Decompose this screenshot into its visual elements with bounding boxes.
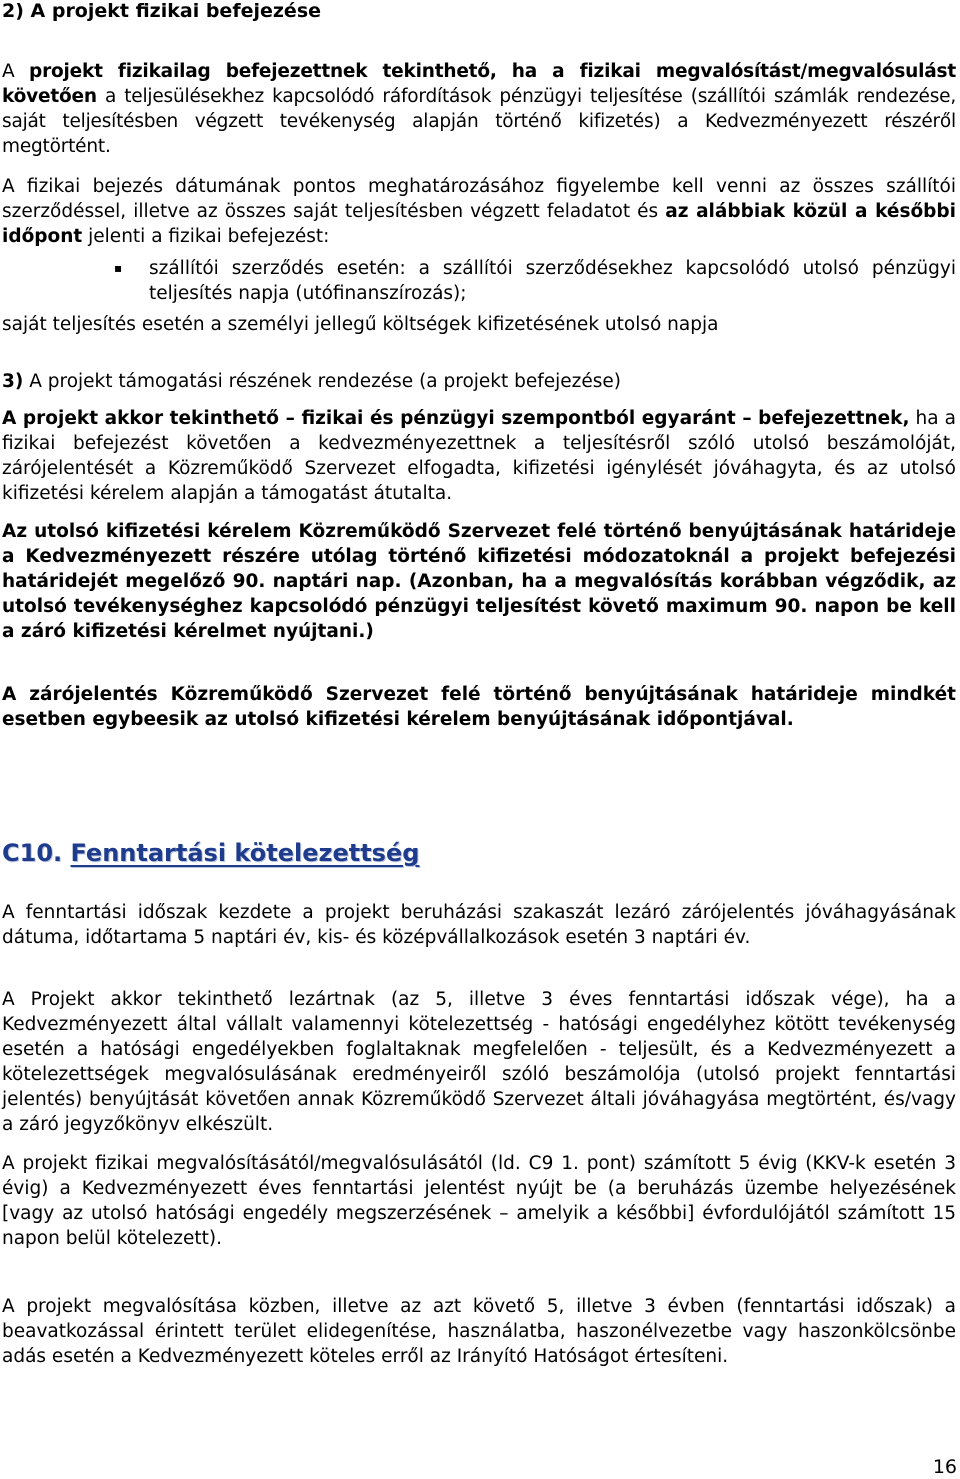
section-3-p3-bold: A zárójelentés Közreműködő Szervezet felé történő benyújtásának határideje mindkét esetben egybeesik az utolsó kifizetési kérelem benyújtásának időpontjával. xyxy=(2,684,956,730)
section-2-paragraph-3: saját teljesítés esetén a személyi jellegű költségek kifizetésének utolsó napja xyxy=(2,314,719,335)
c10-label: C10. xyxy=(2,839,63,867)
section-2-p1-bold: projekt fizikailag befejezettnek tekinthető, ha a fizikai megvalósítást/megvalósulást követően xyxy=(2,61,957,107)
section-2-p1-end: a teljesülésekhez kapcsolódó ráfordítások pénzügyi teljesítése (szállítói számlák rendezése, saját teljesítésben végzett tevékenység alapján történő kifizetés) a Kedvezményezett részéről megtörtént. xyxy=(2,86,956,157)
c10-title: Fenntartási kötelezettség xyxy=(70,839,420,867)
section-2-p2-start: A fizikai bejezés dátumának pontos meghatározásához figyelembe kell venni az összes szállítói szerződéssel, illetve az összes saját teljesítésben végzett feladatot és xyxy=(2,176,956,222)
section-3-paragraph-1 xyxy=(2,406,956,506)
c10-paragraph-3: A projekt fizikai megvalósításától/megvalósulásától (ld. C9 1. pont) számított 5 évig (KKV-k esetén 3 évig) a Kedvezményezett éves fenntartási jelentést nyújt be (a beruházás üzembe helyezésének [vagy az utolsó hatósági engedély megszerzésének – amelyik a későbbi] évfordulójától számított 15 napon belül kötelezett). xyxy=(2,1153,956,1249)
section-3-p1-bold: A projekt akkor tekinthető – fizikai és pénzügyi szempontból egyaránt – befejezettnek, xyxy=(2,408,910,429)
section-2-bullet-item xyxy=(2,256,956,306)
section-2-p1-start: A xyxy=(2,61,30,82)
section-2-paragraph-2 xyxy=(2,174,956,249)
section-2-p2-bold: az alábbiak közül a későbbi időpont xyxy=(2,201,956,247)
section-3-paragraph-2 xyxy=(2,519,956,644)
section-3-heading xyxy=(2,369,956,394)
c10-paragraph-2: A Projekt akkor tekinthető lezártnak (az 5, illetve 3 éves fenntartási időszak vége), ha a Kedvezményezett által vállalt valamennyi kötelezettség - hatósági engedélyhez kötött tevékenység esetén a hatósági engedélyekben foglaltaknak megfelelően - teljesült, és a Kedvezményezett a kötelezettségek megvalósulásának eredményeiről szóló beszámolója (utolsó projekt fenntartási jelentés) benyújtását követően annak Közreműködő Szervezet általi jóváhagyása megtörtént, és/vagy a záró jegyzőkönyv elkészült. xyxy=(2,989,956,1135)
section-2-paragraph-1 xyxy=(2,59,956,159)
c10-paragraph-1: A fenntartási időszak kezdete a projekt beruházási szakaszát lezáró zárójelentés jóváhagyásának dátuma, időtartama 5 naptári év, kis- és középvállalkozások esetén 3 naptári év. xyxy=(2,902,956,948)
section-3-paragraph-3 xyxy=(2,682,956,732)
section-3-number: 3) xyxy=(2,371,24,392)
section-2-heading: 2) A projekt fizikai befejezése xyxy=(2,0,322,22)
section-3-p1-end: ha a fizikai befejezést követően a kedvezményezettnek a teljesítésről szóló utolsó beszámolóját, zárójelentését a Közreműködő Szervezet elfogadta, kifizetési igénylését jóváhagyta, és az utolsó kifizetési kérelem alapján a támogatást átutalta. xyxy=(2,408,956,504)
page-number: 16 xyxy=(932,1456,957,1478)
c10-paragraph-4: A projekt megvalósítása közben, illetve az azt követő 5, illetve 3 évben (fenntartási időszak) a beavatkozással érintett terület elidegenítése, használatba, haszonélvezetbe vagy haszonkölcsönbe adás esetén a Kedvezményezett köteles erről az Irányító Hatóságot értesíteni. xyxy=(2,1296,956,1367)
bullet-text: szállítói szerződés esetén: a szállítói szerződésekhez kapcsolódó utolsó pénzügyi teljesítés napja (utófinanszírozás); xyxy=(149,258,956,304)
bullet-square-icon: ▪ xyxy=(114,261,123,275)
section-3-p2-bold: Az utolsó kifizetési kérelem Közreműködő Szervezet felé történő benyújtásának határideje a Kedvezményezett részére utólag történő kifizetési módozatoknál a projekt befejezési határidejét megelőző 90. naptári nap. (Azonban, ha a megvalósítás korábban végződik, az utolsó tevékenységhez kapcsolódó pénzügyi teljesítést követő maximum 90. napon be kell a záró kifizetési kérelmet nyújtani.) xyxy=(2,521,956,642)
c10-heading xyxy=(2,838,419,868)
section-2-p2-end: jelenti a fizikai befejezést: xyxy=(82,226,330,247)
section-3-title: A projekt támogatási részének rendezése (a projekt befejezése) xyxy=(23,371,622,392)
